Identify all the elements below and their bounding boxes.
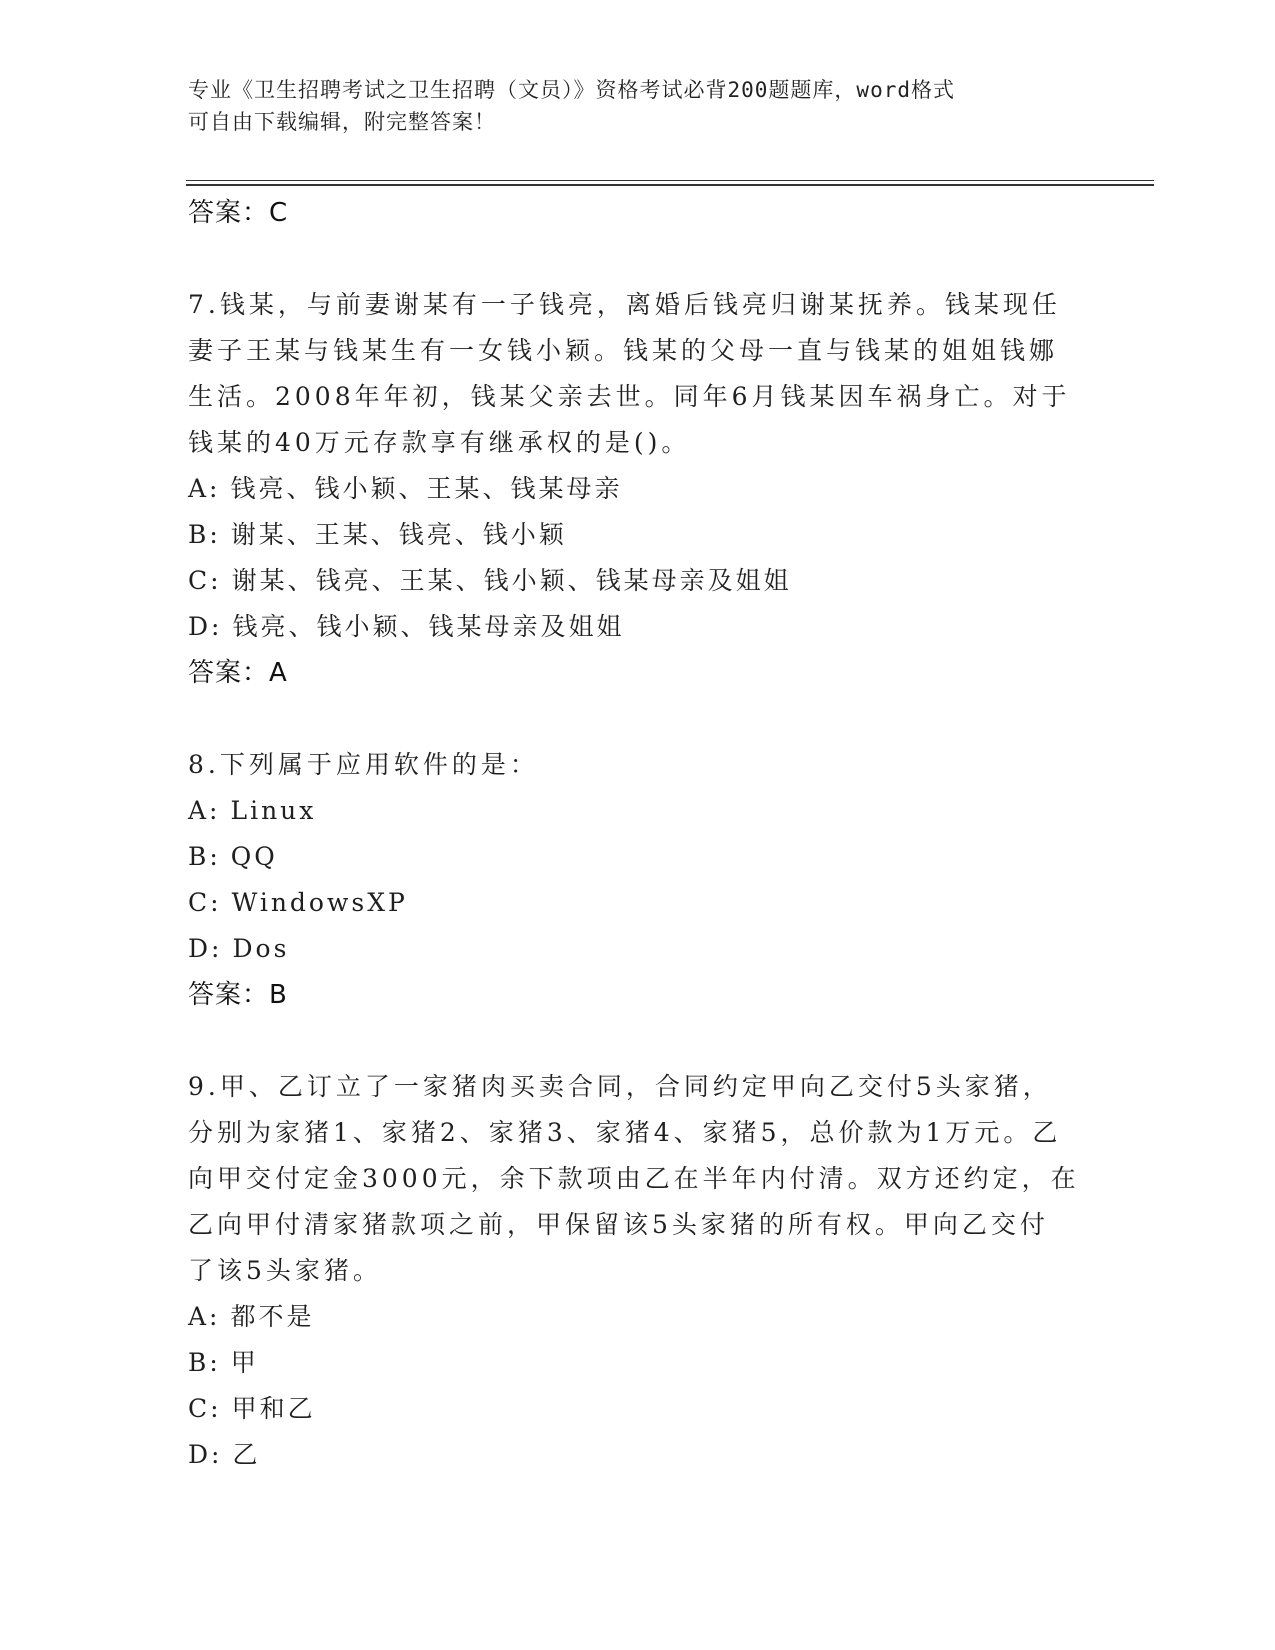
question-7	[188, 282, 1088, 696]
option-b	[188, 512, 1088, 558]
option-d	[188, 1432, 1088, 1478]
question-9	[188, 1064, 1088, 1478]
option-a	[188, 1294, 1088, 1340]
spacer	[188, 1018, 1088, 1064]
stem-line: 9.甲、乙订立了一家猪肉买卖合同，合同约定甲向乙交付5头家猪，	[188, 1072, 1052, 1101]
header-divider-thick	[186, 184, 1154, 186]
option-key: D:	[188, 1440, 223, 1469]
option-key: C:	[188, 1394, 222, 1423]
option-key: D:	[188, 612, 223, 641]
document-header	[188, 74, 1068, 138]
option-key: A:	[188, 474, 221, 503]
option-key: C:	[188, 566, 222, 595]
stem-line: 7.钱某，与前妻谢某有一子钱亮，离婚后钱亮归谢某抚养。钱某现任	[188, 290, 1061, 319]
option-text: Dos	[232, 934, 290, 963]
document-content	[188, 190, 1088, 1478]
option-b	[188, 834, 1088, 880]
question-8	[188, 742, 1088, 1018]
option-text: 都不是	[230, 1302, 315, 1331]
option-d	[188, 604, 1088, 650]
option-text: 谢某、钱亮、王某、钱小颖、钱某母亲及姐姐	[231, 566, 792, 595]
option-key: A:	[188, 1302, 221, 1331]
stem-line: 了该5头家猪。	[188, 1256, 382, 1285]
option-text: 甲和乙	[231, 1394, 316, 1423]
option-key: B:	[188, 520, 221, 549]
option-key: B:	[188, 1348, 221, 1377]
option-key: D:	[188, 934, 223, 963]
option-text: 钱亮、钱小颖、钱某母亲及姐姐	[232, 612, 625, 641]
option-c	[188, 1386, 1088, 1432]
stem-line: 8.下列属于应用软件的是：	[188, 750, 539, 779]
answer-q6: 答案：C	[188, 198, 289, 228]
option-text: QQ	[230, 842, 278, 871]
option-text: WindowsXP	[231, 888, 408, 917]
option-text: 谢某、王某、钱亮、钱小颖	[230, 520, 567, 549]
option-b	[188, 1340, 1088, 1386]
option-a	[188, 788, 1088, 834]
stem-line: 向甲交付定金3000元，余下款项由乙在半年内付清。双方还约定，在	[188, 1164, 1080, 1193]
option-d	[188, 926, 1088, 972]
option-c	[188, 880, 1088, 926]
option-text: Linux	[230, 796, 317, 825]
header-divider-thin	[186, 180, 1154, 181]
option-key: A:	[188, 796, 221, 825]
spacer	[188, 236, 1088, 282]
option-key: B:	[188, 842, 221, 871]
answer-q7: 答案：A	[188, 658, 288, 688]
option-text: 钱亮、钱小颖、王某、钱某母亲	[230, 474, 623, 503]
header-line-2: 可自由下载编辑，附完整答案！	[188, 110, 496, 134]
stem-line: 分别为家猪1、家猪2、家猪3、家猪4、家猪5，总价款为1万元。乙	[188, 1118, 1062, 1147]
stem-line: 生活。2008年年初，钱某父亲去世。同年6月钱某因车祸身亡。对于	[188, 382, 1071, 411]
stem-line: 妻子王某与钱某生有一女钱小颖。钱某的父母一直与钱某的姐姐钱娜	[188, 336, 1059, 365]
question-7-stem	[188, 282, 1088, 466]
stem-line: 钱某的40万元存款享有继承权的是()。	[188, 428, 691, 457]
option-a	[188, 466, 1088, 512]
question-8-stem	[188, 742, 1088, 788]
option-key: C:	[188, 888, 222, 917]
option-text: 甲	[230, 1348, 259, 1377]
question-9-stem	[188, 1064, 1088, 1294]
option-text: 乙	[232, 1440, 261, 1469]
header-line-1: 专业《卫生招聘考试之卫生招聘（文员）》资格考试必背200题题库，word格式	[188, 78, 955, 102]
spacer	[188, 696, 1088, 742]
option-c	[188, 558, 1088, 604]
answer-q8: 答案：B	[188, 980, 288, 1010]
stem-line: 乙向甲付清家猪款项之前，甲保留该5头家猪的所有权。甲向乙交付	[188, 1210, 1049, 1239]
